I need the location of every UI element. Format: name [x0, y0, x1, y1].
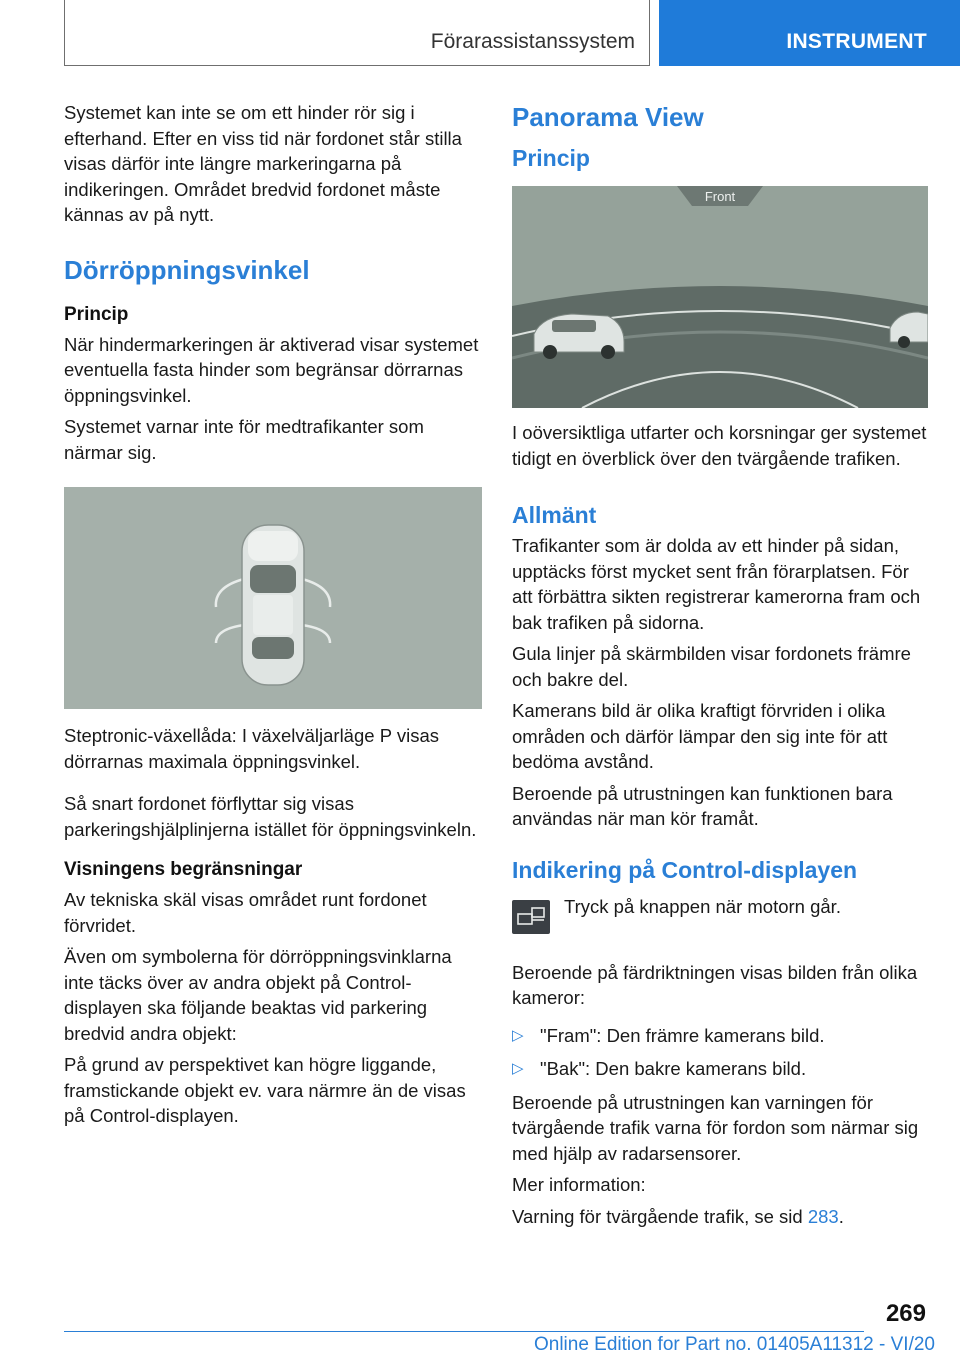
limits-paragraph-1: Av tekniska skäl visas området runt fordonet förvridet. — [64, 889, 427, 936]
reference-text: Varning för tvärgående trafik, se sid — [512, 1205, 808, 1227]
list-item — [512, 1023, 928, 1049]
pano-paragraph: I oöversiktliga utfarter och korsningar ger systemet tidigt en överblick över den tvärgående trafiken. — [512, 422, 927, 469]
more-info-paragraph: Mer information: — [512, 1174, 646, 1195]
car-top-view-image — [64, 487, 482, 709]
reference-paragraph — [512, 1204, 928, 1230]
door-angle-figure — [64, 487, 482, 709]
moving-paragraph: Så snart fordonet förflyttar sig visas parkeringshjälplinjerna istället för öppningsvinkeln. — [64, 793, 477, 840]
front-label: Front — [704, 189, 736, 204]
footer-edition: Online Edition for Part no. 01405A11312 - VI/20 — [533, 1334, 935, 1355]
general-paragraph-2: Gula linjer på skärmbilden visar fordonets främre och bakre del. — [512, 643, 911, 690]
camera-button-icon — [512, 900, 550, 934]
header-section-tab — [64, 0, 650, 66]
principle-paragraph-2: Systemet varnar inte för medtrafikanter som närmar sig. — [64, 416, 424, 463]
intro-paragraph: Systemet kan inte se om ett hinder rör sig i efterhand. Efter en viss tid när fordonet står stilla visas därför inte längre markeringarna på indikeringen. Området bredvid fordonet måste kännas av på nytt. — [64, 102, 462, 225]
general-paragraph-3: Kamerans bild är olika kraftigt förvriden i olika områden och därför lämpar den sig inte för att bedöma avstånd. — [512, 700, 888, 772]
general-paragraph-4: Beroende på utrustningen kan funktionen bara användas när man kör framåt. — [512, 782, 893, 829]
limits-paragraph-2: Även om symbolerna för dörröppningsvinklarna inte täcks över av andra objekt på Control-displayen ska följande beaktas vid parkering bredvid andra objekt: — [64, 946, 452, 1044]
page-number: 269 — [885, 1300, 926, 1327]
page-reference-link[interactable]: 283 — [807, 1205, 839, 1227]
heading-door-angle: Dörröppningsvinkel — [64, 254, 310, 285]
limits-paragraph-3: På grund av perspektivet kan högre liggande, framstickande objekt ev. vara närmre än de visas på Control-displayen. — [64, 1054, 466, 1126]
car-top-icon — [242, 525, 304, 685]
header-chapter-title: INSTRUMENT — [786, 30, 927, 53]
triangle-bullet-icon: ▷ — [512, 1026, 524, 1044]
heading-panorama-view: Panorama View — [512, 102, 704, 132]
footer-divider — [64, 1331, 864, 1332]
header-section-title: Förarassistanssystem — [430, 30, 635, 53]
press-button-paragraph: Tryck på knappen när motorn går. — [564, 895, 841, 917]
header-chapter-tab — [659, 0, 960, 66]
triangle-bullet-icon: ▷ — [512, 1060, 524, 1077]
warning-paragraph: Beroende på utrustningen kan varningen för tvärgående trafik varna för fordon som närmar sig med hjälp av radarsensorer. — [512, 1091, 919, 1164]
press-button-row — [512, 894, 928, 950]
heading-limits: Visningens begränsningar — [64, 859, 303, 880]
car-left-icon — [534, 314, 624, 359]
heading-general: Allmänt — [512, 502, 597, 528]
direction-paragraph: Beroende på färdriktningen visas bilden från olika kameror: — [512, 961, 918, 1008]
general-paragraph-1: Trafikanter som är dolda av ett hinder på sidan, upptäcks först mycket sent från förarplatsen. För att förbättra sikten registrerar kamerorna fram och bak trafiken på sidorna. — [512, 535, 921, 633]
panorama-figure — [512, 186, 928, 408]
list-item — [512, 1056, 928, 1082]
panorama-camera-image — [512, 186, 928, 408]
left-column — [64, 100, 482, 1135]
right-column — [512, 100, 928, 1235]
heading-principle-door: Princip — [64, 303, 129, 325]
heading-principle-pano: Princip — [512, 145, 590, 171]
steptronic-paragraph: Steptronic-växellåda: I växelväljarläge P visas dörrarnas maximala öppningsvinkel. — [64, 725, 439, 772]
reference-end: . — [838, 1205, 844, 1227]
heading-display: Indikering på Control-displayen — [512, 856, 858, 883]
principle-paragraph-1: När hindermarkeringen är aktiverad visar systemet eventuella fasta hinder som begränsar dörrarnas öppningsvinkel. — [64, 333, 479, 406]
bullet-text-front: "Fram": Den främre kamerans bild. — [540, 1024, 825, 1046]
bullet-text-rear: "Bak": Den bakre kamerans bild. — [540, 1058, 807, 1079]
